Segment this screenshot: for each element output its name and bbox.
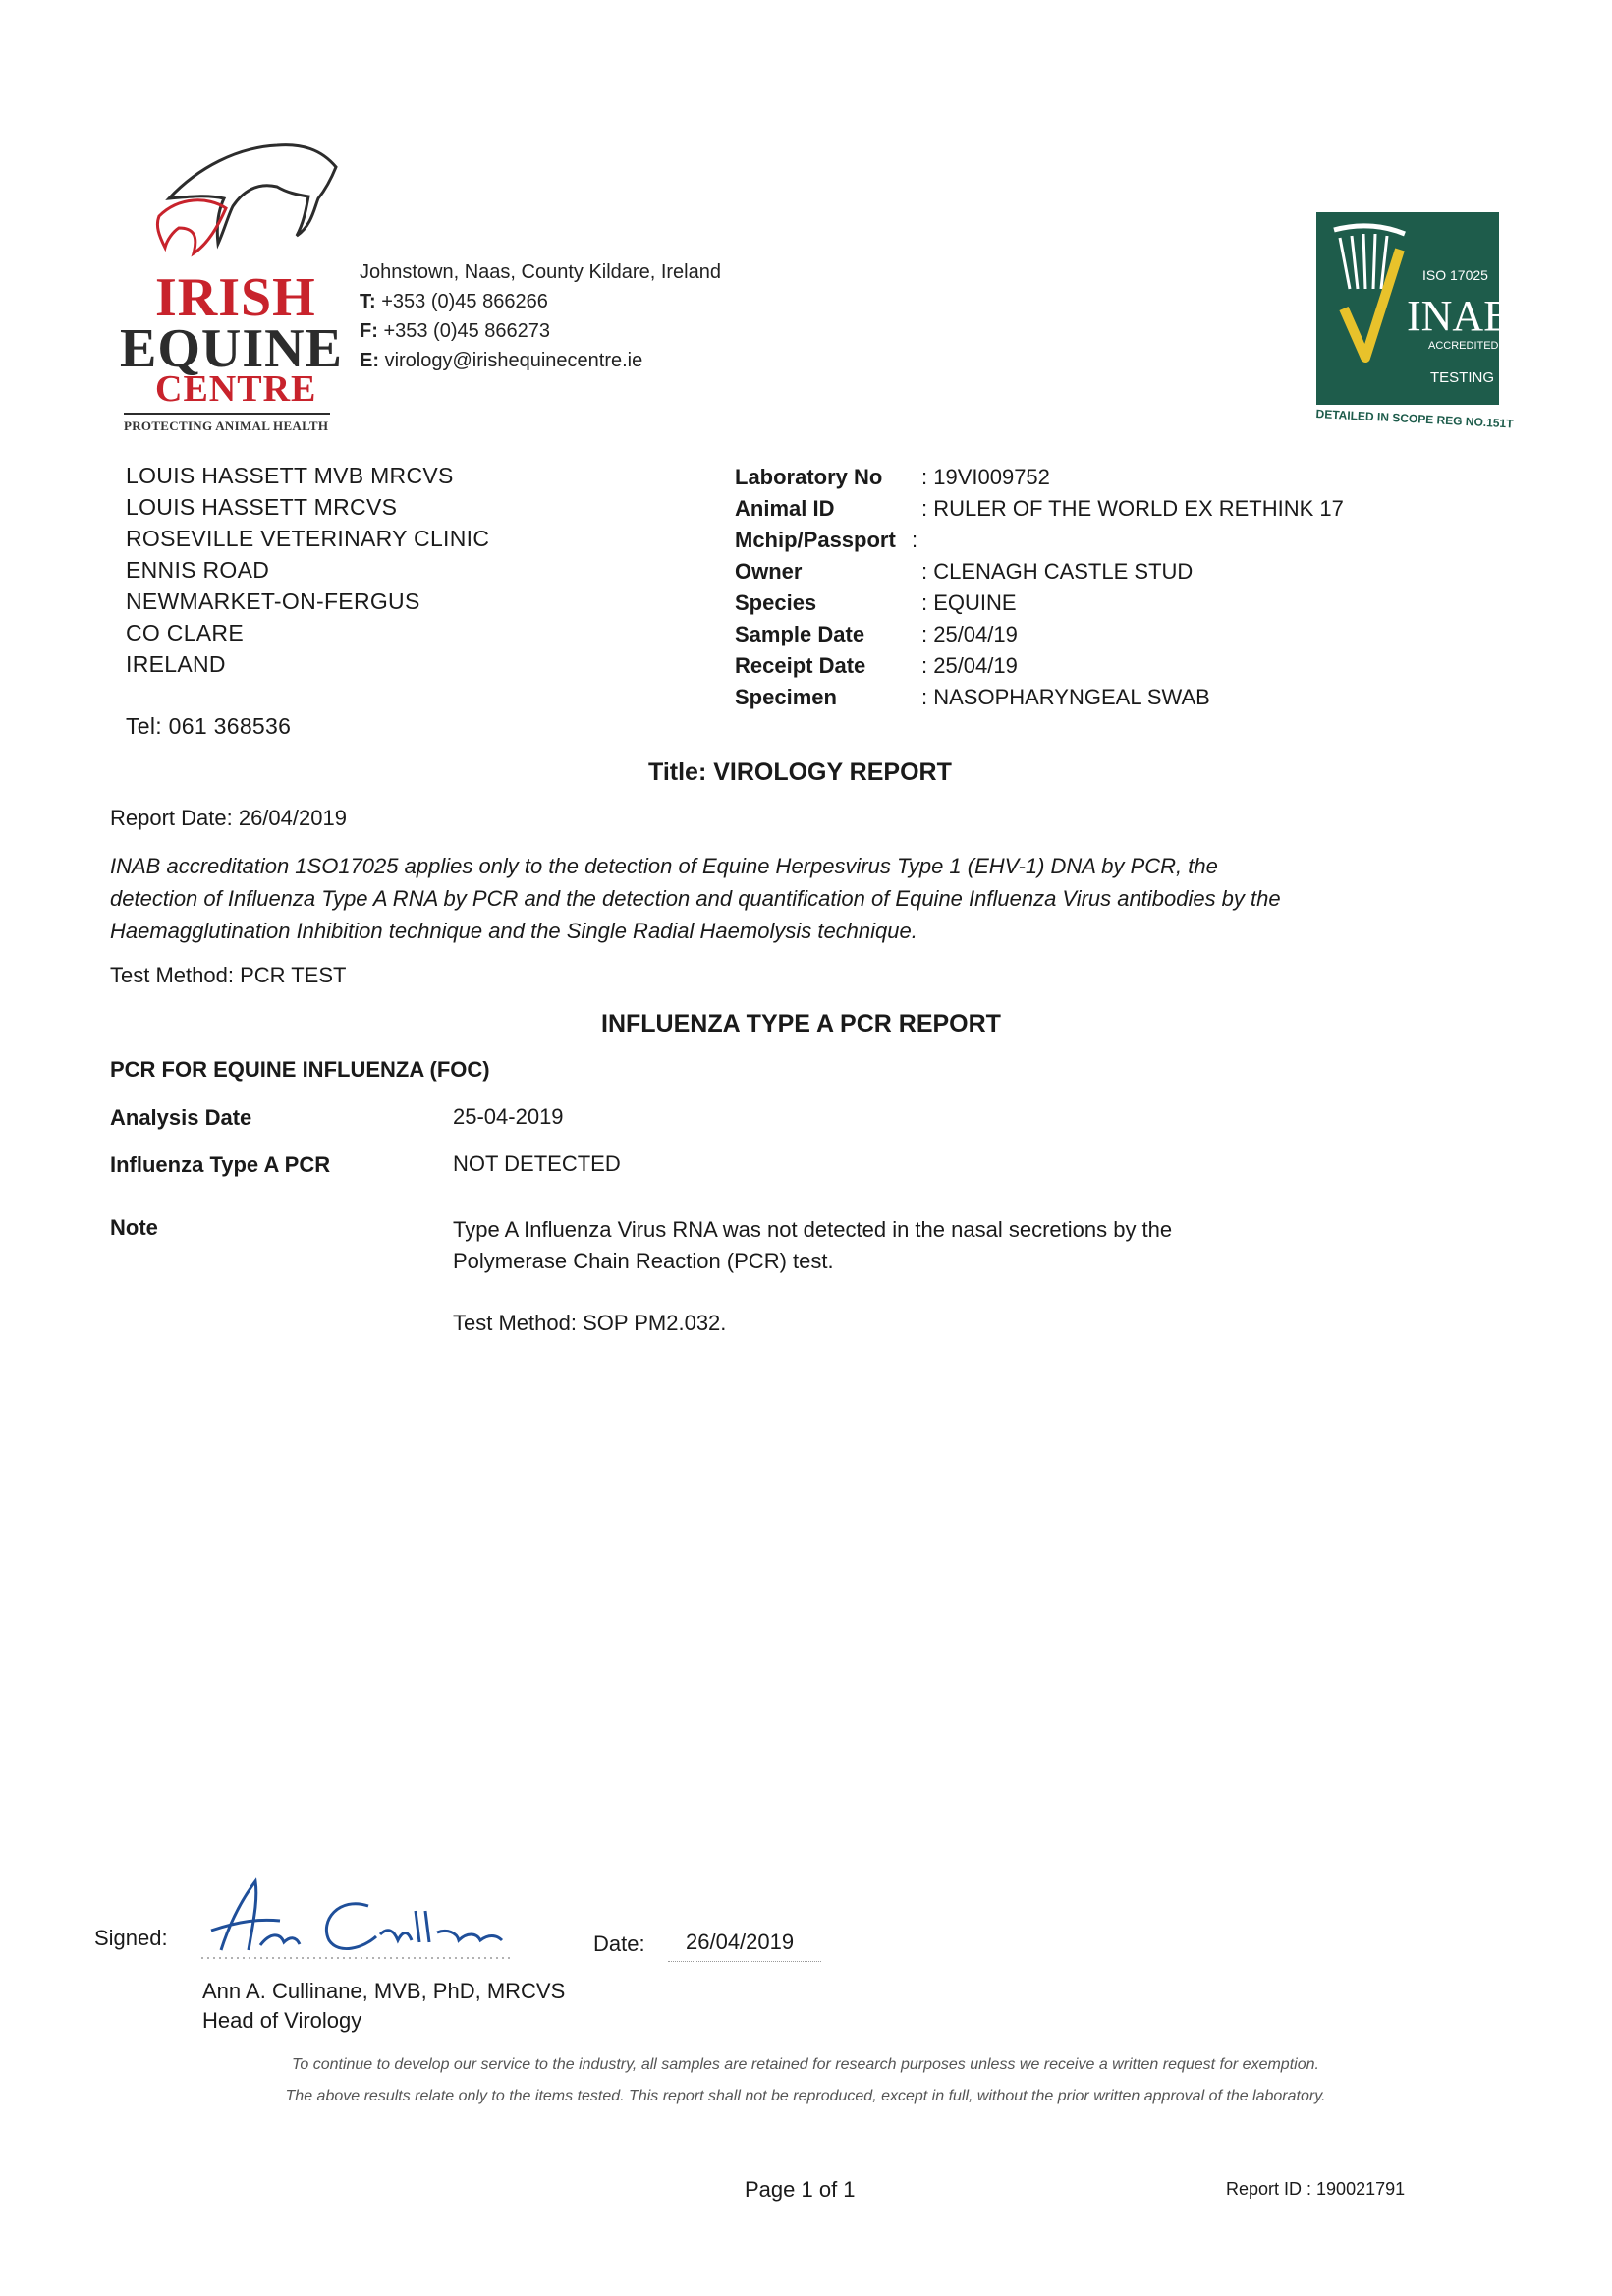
note-label: Note: [110, 1215, 158, 1240]
inab-harp-icon: [1326, 220, 1415, 367]
subsection-title: PCR FOR EQUINE INFLUENZA (FOC): [110, 1057, 490, 1082]
page-number: Page 1 of 1: [745, 2177, 856, 2202]
section-title: INFLUENZA TYPE A PCR REPORT: [601, 1010, 1001, 1037]
lab-info-row: Specimen : NASOPHARYNGEAL SWAB: [735, 685, 1210, 709]
analysis-date-label: Analysis Date: [110, 1105, 252, 1130]
recipient-line: IRELAND: [126, 651, 226, 677]
irish-equine-centre-logo: [120, 138, 343, 437]
recipient-line: ENNIS ROAD: [126, 557, 270, 583]
contact-block: [360, 257, 721, 375]
inab-scope-text: DETAILED IN SCOPE REG NO.151T: [1315, 407, 1514, 431]
lab-info-row: Receipt Date : 25/04/19: [735, 653, 1018, 678]
contact-address: Johnstown, Naas, County Kildare, Ireland: [360, 261, 721, 283]
accreditation-note: INAB accreditation 1SO17025 applies only to the detection of Equine Herpesvirus Type 1 (EHV-1) DNA by PCR, the detection of Influenza Type A RNA by PCR and the detection and quantification of Equine Influenza Virus antibodies by the Haemagglutination Inhibition technique and the Single Radial Haemolysis technique.: [110, 854, 1281, 943]
lab-info-table: [735, 462, 1344, 713]
logo-word-irish: IRISH: [155, 267, 316, 328]
logo-tagline: PROTECTING ANIMAL HEALTH: [124, 413, 330, 434]
sign-date-label: Date:: [593, 1932, 645, 1956]
sign-date-underline: [668, 1961, 821, 1962]
recipient-line: LOUIS HASSETT MRCVS: [126, 494, 398, 520]
sign-date-value: 26/04/2019: [686, 1930, 795, 1954]
note-test-method: Test Method: SOP PM2.032.: [453, 1311, 727, 1335]
contact-fax: F: +353 (0)45 866273: [360, 320, 551, 342]
contact-email: E: virology@irishequinecentre.ie: [360, 350, 643, 371]
recipient-line: NEWMARKET-ON-FERGUS: [126, 588, 420, 614]
handwritten-signature: [201, 1872, 516, 1965]
lab-info-row: Mchip/Passport :: [735, 528, 918, 552]
report-title: Title: VIROLOGY REPORT: [648, 758, 952, 786]
logo-word-centre: CENTRE: [155, 368, 317, 410]
signed-label: Signed:: [94, 1926, 168, 1950]
result-value: NOT DETECTED: [453, 1151, 621, 1176]
inab-name: INAB: [1407, 292, 1513, 340]
report-date: Report Date: 26/04/2019: [110, 806, 347, 830]
recipient-address: [126, 460, 489, 680]
recipient-line: LOUIS HASSETT MVB MRCVS: [126, 463, 454, 488]
recipient-line: ROSEVILLE VETERINARY CLINIC: [126, 526, 490, 551]
note-text: Type A Influenza Virus RNA was not detected in the nasal secretions by the Polymerase Chain Reaction (PCR) test.: [453, 1217, 1173, 1273]
lab-info-row: Sample Date : 25/04/19: [735, 622, 1018, 646]
recipient-line: CO CLARE: [126, 620, 244, 645]
inab-accreditation-badge: [1316, 212, 1513, 405]
inab-accredited: ACCREDITED: [1428, 340, 1499, 352]
lab-info-row: Owner : CLENAGH CASTLE STUD: [735, 559, 1194, 584]
lab-info-row: Animal ID : RULER OF THE WORLD EX RETHINK 17: [735, 496, 1344, 521]
contact-phone: T: +353 (0)45 866266: [360, 291, 548, 312]
lab-info-row: Laboratory No : 19VI009752: [735, 465, 1050, 489]
signatory-name: Ann A. Cullinane, MVB, PhD, MRCVS: [202, 1979, 566, 2003]
inab-testing: TESTING: [1430, 369, 1495, 386]
recipient-tel: Tel: 061 368536: [126, 713, 292, 739]
test-method: Test Method: PCR TEST: [110, 963, 347, 987]
report-id: Report ID : 190021791: [1226, 2179, 1406, 2199]
logo-word-equine: EQUINE: [120, 318, 343, 379]
lab-info-row: Species : EQUINE: [735, 590, 1017, 615]
signatory-role: Head of Virology: [202, 2008, 362, 2033]
analysis-date-value: 25-04-2019: [453, 1104, 564, 1129]
result-label: Influenza Type A PCR: [110, 1152, 331, 1177]
inab-iso: ISO 17025: [1422, 267, 1488, 283]
footer-disclaimer: To continue to develop our service to the industry, all samples are retained for research purposes unless we receive a written request for exemption. The above results relate only to the items tested. This report shall not be reproduced, except in full, without the prior written approval of the laboratory.: [285, 2056, 1326, 2104]
horse-logo-icon: [139, 138, 346, 265]
